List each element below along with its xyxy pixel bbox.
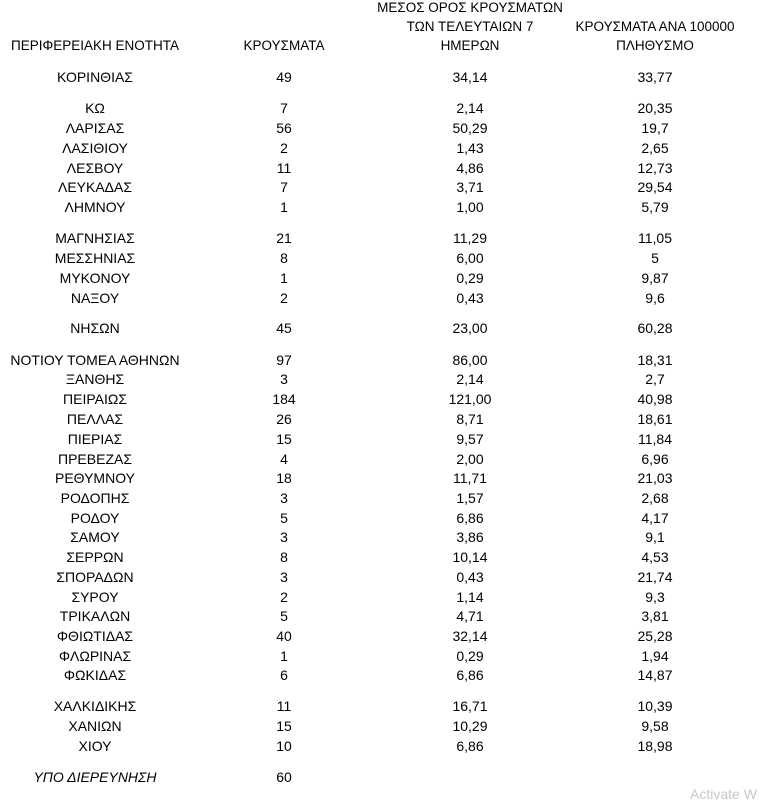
region-name-cell: ΦΩΚΙΔΑΣ <box>63 667 127 683</box>
cases-cell: 45 <box>276 320 292 336</box>
cases-cell: 4 <box>280 451 288 467</box>
cases-cell: 56 <box>276 120 292 136</box>
per100k-cell: 6,96 <box>641 451 669 467</box>
avg-cell: 1,43 <box>456 140 484 156</box>
per100k-cell: 33,77 <box>637 69 673 85</box>
avg-cell: 23,00 <box>452 320 488 336</box>
avg-cell: 10,14 <box>452 549 488 565</box>
region-name-cell: ΧΑΛΚΙΔΙΚΗΣ <box>53 698 137 714</box>
region-name-cell: ΡΕΘΥΜΝΟΥ <box>54 470 135 486</box>
cases-cell: 97 <box>276 352 292 368</box>
table-row <box>0 606 768 626</box>
per100k-cell: 18,31 <box>637 352 673 368</box>
region-name-cell: ΛΕΥΚΑΔΑΣ <box>57 179 133 195</box>
table-row <box>0 118 768 138</box>
cases-cell: 11 <box>276 160 292 176</box>
per100k-cell: 14,87 <box>637 667 673 683</box>
avg-cell: 34,14 <box>452 69 488 85</box>
table-row <box>0 228 768 248</box>
avg-cell: 6,86 <box>456 667 484 683</box>
per100k-cell: 10,39 <box>637 698 673 714</box>
avg-cell: 11,71 <box>453 470 487 486</box>
table-row <box>0 626 768 646</box>
per100k-cell: 2,7 <box>645 371 665 387</box>
header-region-text: ΠΕΡΙΦΕΡΕΙΑΚΗ ΕΝΟΤΗΤΑ <box>10 38 180 53</box>
cases-cell: 1 <box>280 199 288 215</box>
per100k-cell: 18,61 <box>637 411 673 427</box>
per100k-cell: 9,58 <box>641 718 669 734</box>
table-row <box>0 468 768 488</box>
per100k-cell: 9,87 <box>641 270 669 286</box>
cases-cell: 3 <box>280 371 288 387</box>
per100k-cell: 9,6 <box>645 290 665 306</box>
header-per100k <box>560 17 750 55</box>
region-name-cell: ΦΘΙΩΤΙΔΑΣ <box>56 628 134 644</box>
per100k-cell: 5,79 <box>641 199 669 215</box>
region-name-cell: ΜΥΚΟΝΟΥ <box>59 270 131 286</box>
region-name-cell: ΣΥΡΟΥ <box>71 589 119 605</box>
table-row <box>0 527 768 547</box>
table-row <box>0 248 768 268</box>
cases-cell: 6 <box>280 667 288 683</box>
table-row <box>0 197 768 217</box>
region-name-cell: ΧΑΝΙΩΝ <box>68 718 122 734</box>
avg-cell: 6,86 <box>456 738 484 754</box>
region-name-cell: ΛΑΣΙΘΙΟΥ <box>62 140 128 156</box>
avg-cell: 10,29 <box>452 718 488 734</box>
table-row <box>0 449 768 469</box>
region-name-cell: ΡΟΔΟΠΗΣ <box>60 490 130 506</box>
region-name-cell: ΣΠΟΡΑΔΩΝ <box>56 569 134 585</box>
cases-cell: 18 <box>276 470 292 486</box>
cases-cell: 2 <box>280 290 288 306</box>
region-name-cell: ΜΕΣΣΗΝΙΑΣ <box>54 250 136 266</box>
per100k-cell: 40,98 <box>637 391 673 407</box>
region-name-cell: ΣΕΡΡΩΝ <box>66 549 124 565</box>
header-avg-line1: ΜΕΣΟΣ ΟΡΟΣ ΚΡΟΥΣΜΑΤΩΝ <box>377 0 563 15</box>
cases-cell: 8 <box>280 549 288 565</box>
table-row <box>0 98 768 118</box>
table-row <box>0 369 768 389</box>
cases-cell: 8 <box>280 250 288 266</box>
header-cases <box>234 36 334 55</box>
table-row <box>0 488 768 508</box>
region-name-cell: ΜΑΓΝΗΣΙΑΣ <box>55 230 135 246</box>
table-row <box>0 736 768 756</box>
cases-cell: 21 <box>276 230 292 246</box>
per100k-cell: 21,74 <box>637 569 673 585</box>
cases-cell: 2 <box>280 589 288 605</box>
table-row <box>0 587 768 607</box>
cases-cell: 40 <box>276 628 292 644</box>
pending-cases: 60 <box>276 769 292 785</box>
cases-cell: 5 <box>280 510 288 526</box>
table-row <box>0 567 768 587</box>
per100k-cell: 19,7 <box>641 120 669 136</box>
per100k-cell: 5 <box>651 250 659 266</box>
cases-cell: 1 <box>280 270 288 286</box>
region-name-cell: ΠΕΛΛΑΣ <box>66 411 124 427</box>
avg-cell: 9,57 <box>456 431 484 447</box>
per100k-cell: 11,05 <box>638 230 672 246</box>
avg-cell: 121,00 <box>448 391 492 407</box>
avg-cell: 86,00 <box>452 352 488 368</box>
cases-cell: 11 <box>276 698 292 714</box>
region-name-cell: ΠΙΕΡΙΑΣ <box>67 431 123 447</box>
per100k-cell: 3,81 <box>641 608 669 624</box>
region-name-cell: ΚΟΡΙΝΘΙΑΣ <box>57 69 133 85</box>
cases-cell: 49 <box>276 69 292 85</box>
region-name-cell: ΦΛΩΡΙΝΑΣ <box>58 648 132 664</box>
cases-cell: 184 <box>272 391 296 407</box>
per100k-cell: 29,54 <box>637 179 673 195</box>
avg-cell: 3,86 <box>456 529 484 545</box>
cases-cell: 3 <box>280 490 288 506</box>
table-row <box>0 696 768 716</box>
avg-cell: 1,00 <box>456 199 484 215</box>
avg-cell: 0,43 <box>456 569 484 585</box>
avg-cell: 4,86 <box>456 160 484 176</box>
table-row <box>0 646 768 666</box>
table-row <box>0 158 768 178</box>
cases-cell: 7 <box>280 100 288 116</box>
region-name-cell: ΛΗΜΝΟΥ <box>64 199 126 215</box>
region-name-cell: ΛΑΡΙΣΑΣ <box>65 120 125 136</box>
avg-cell: 2,14 <box>456 100 484 116</box>
table-row <box>0 268 768 288</box>
avg-cell: 2,14 <box>456 371 484 387</box>
cases-cell: 7 <box>280 179 288 195</box>
per100k-cell: 9,3 <box>645 589 665 605</box>
region-name-cell: ΚΩ <box>85 100 105 116</box>
header-per100k-line1: ΚΡΟΥΣΜΑΤΑ ΑΝΑ 100000 <box>575 19 735 34</box>
avg-cell: 0,43 <box>456 290 484 306</box>
table-row <box>0 318 768 338</box>
per100k-cell: 11,84 <box>638 431 672 447</box>
pending-row <box>0 767 768 787</box>
per100k-cell: 21,03 <box>637 470 673 486</box>
avg-cell: 1,14 <box>456 589 484 605</box>
table-row <box>0 67 768 87</box>
table-row <box>0 508 768 528</box>
region-name-cell: ΤΡΙΚΑΛΩΝ <box>59 608 131 624</box>
table-row <box>0 138 768 158</box>
cases-cell: 3 <box>280 529 288 545</box>
avg-cell: 8,71 <box>456 411 484 427</box>
avg-cell: 6,00 <box>456 250 484 266</box>
cases-cell: 2 <box>280 140 288 156</box>
table-row <box>0 665 768 685</box>
per100k-cell: 12,73 <box>637 160 673 176</box>
avg-cell: 0,29 <box>456 270 484 286</box>
header-region <box>0 36 190 55</box>
header-per100k-line2: ΠΛΗΘΥΣΜΟ <box>616 38 694 53</box>
table-row <box>0 547 768 567</box>
table-row <box>0 409 768 429</box>
region-name-cell: ΝΑΞΟΥ <box>70 290 120 306</box>
activation-watermark: Activate W <box>690 786 757 802</box>
cases-cell: 10 <box>276 738 292 754</box>
region-name-cell: ΝΗΣΩΝ <box>70 320 120 336</box>
per100k-cell: 2,68 <box>641 490 669 506</box>
avg-cell: 2,00 <box>456 451 484 467</box>
per100k-cell: 2,65 <box>641 140 669 156</box>
table-row <box>0 177 768 197</box>
header-avg-line3: ΗΜΕΡΩΝ <box>440 38 500 53</box>
per100k-cell: 60,28 <box>637 320 673 336</box>
table-row <box>0 716 768 736</box>
region-name-cell: ΠΕΙΡΑΙΩΣ <box>63 391 127 407</box>
avg-cell: 1,57 <box>456 490 484 506</box>
header-avg-line2: ΤΩΝ ΤΕΛΕΥΤΑΙΩΝ 7 <box>406 19 534 34</box>
cases-cell: 26 <box>276 411 292 427</box>
table-row <box>0 350 768 370</box>
header-avg <box>370 0 570 55</box>
region-name-cell: ΠΡΕΒΕΖΑΣ <box>57 451 132 467</box>
table-row <box>0 288 768 308</box>
cases-cell: 3 <box>280 569 288 585</box>
cases-cell: 5 <box>280 608 288 624</box>
per100k-cell: 20,35 <box>637 100 673 116</box>
cases-cell: 1 <box>280 648 288 664</box>
avg-cell: 6,86 <box>456 510 484 526</box>
avg-cell: 3,71 <box>456 179 484 195</box>
avg-cell: 50,29 <box>452 120 488 136</box>
per100k-cell: 4,17 <box>641 510 669 526</box>
avg-cell: 11,29 <box>453 230 487 246</box>
region-name-cell: ΝΟΤΙΟΥ ΤΟΜΕΑ ΑΘΗΝΩΝ <box>10 352 180 368</box>
cases-cell: 15 <box>276 431 292 447</box>
pending-label: ΥΠΟ ΔΙΕΡΕΥΝΗΣΗ <box>33 769 157 785</box>
per100k-cell: 4,53 <box>641 549 669 565</box>
header-cases-text: ΚΡΟΥΣΜΑΤΑ <box>243 38 325 53</box>
avg-cell: 0,29 <box>456 648 484 664</box>
table-row <box>0 429 768 449</box>
per100k-cell: 9,1 <box>645 529 665 545</box>
avg-cell: 16,71 <box>452 698 488 714</box>
region-name-cell: ΞΑΝΘΗΣ <box>65 371 125 387</box>
region-name-cell: ΣΑΜΟΥ <box>70 529 120 545</box>
per100k-cell: 18,98 <box>637 738 673 754</box>
region-name-cell: ΡΟΔΟΥ <box>70 510 120 526</box>
per100k-cell: 25,28 <box>637 628 673 644</box>
avg-cell: 4,71 <box>456 608 484 624</box>
region-name-cell: ΛΕΣΒΟΥ <box>66 160 124 176</box>
cases-cell: 15 <box>276 718 292 734</box>
region-name-cell: ΧΙΟΥ <box>78 738 112 754</box>
per100k-cell: 1,94 <box>641 648 669 664</box>
avg-cell: 32,14 <box>452 628 488 644</box>
table-row <box>0 389 768 409</box>
